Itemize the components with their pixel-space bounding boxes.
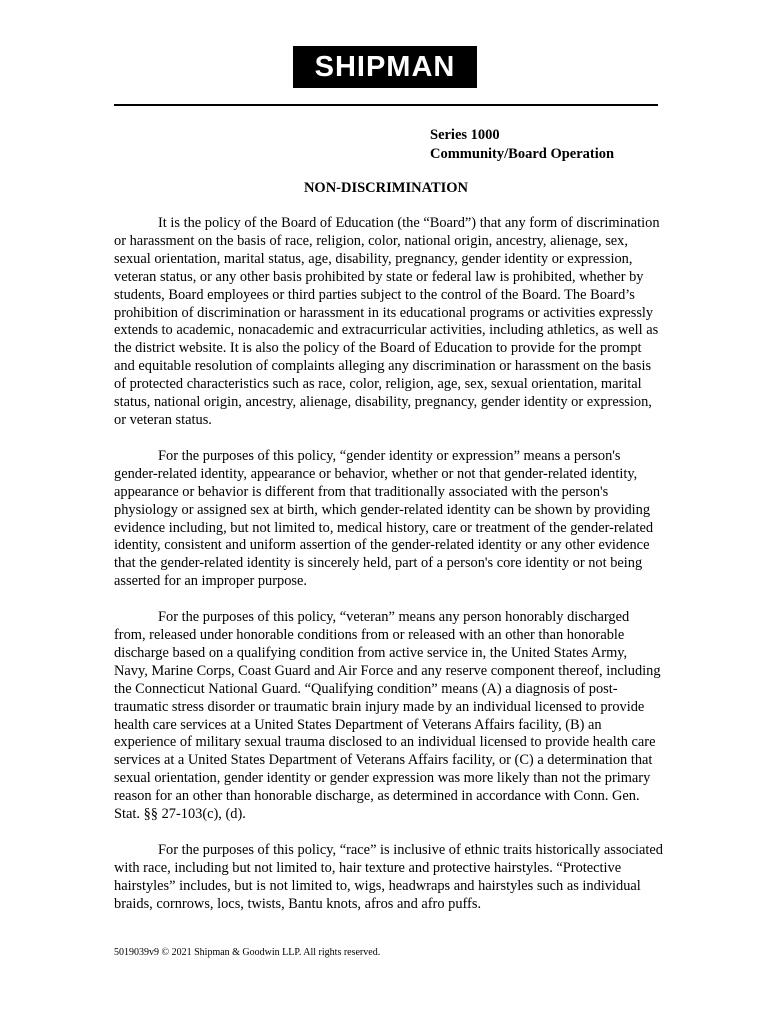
series-number: Series 1000 xyxy=(430,127,500,143)
shipman-logo xyxy=(293,46,477,88)
document-body xyxy=(114,215,664,932)
paragraph-gender-identity: For the purposes of this policy, “gender identity or expression” means a person's gender-related identity, appearance or behavior, whether or not that gender-related identity, appearance or behavior is different from that traditionally associated with the person's physiology or assigned sex at birth, which gender-related identity can be shown by providing evidence including, but not limited to, medical history, care or treatment of the gender-related identity, consistent and uniform assertion of the gender-related identity or any other evidence that the gender-related identity is sincerely held, part of a person's core identity or not being asserted for an improper purpose. xyxy=(114,447,654,590)
logo-text: SHIPMAN xyxy=(314,50,456,83)
header-divider xyxy=(114,104,658,106)
page-footer: 5019039v9 © 2021 Shipman & Goodwin LLP. All rights reserved. xyxy=(114,947,381,958)
paragraph-policy: It is the policy of the Board of Education (the “Board”) that any form of discrimination or harassment on the basis of race, religion, color, national origin, ancestry, alienage, sex, sexual orientation, marital status, age, disability, pregnancy, gender identity or expression, veteran status, or any other basis prohibited by state or federal law is prohibited, whether by students, Board employees or third parties subject to the control of the Board. The Board’s prohibition of discrimination or harassment in its educational programs or activities expressly extends to academic, nonacademic and extracurricular activities, including athletics, as well as the district website. It is also the policy of the Board of Education to provide for the prompt and equitable resolution of complaints alleging any discrimination or harassment on the basis of protected characteristics such as race, color, religion, age, sex, sexual orientation, marital status, national origin, ancestry, alienage, disability, pregnancy, gender identity or expression, or veteran status. xyxy=(114,215,660,428)
series-section: Community/Board Operation xyxy=(430,146,615,162)
series-heading xyxy=(430,126,614,164)
paragraph-veteran: For the purposes of this policy, “veteran” means any person honorably discharged from, released under honorable conditions from or released with an other than honorable discharge based on a qualifying condition from active service in, the United States Army, Navy, Marine Corps, Coast Guard and Air Force and any reserve component thereof, including the Connecticut National Guard. “Qualifying condition” means (A) a diagnosis of post-traumatic stress disorder or traumatic brain injury made by an individual licensed to provide health care services at a United States Department of Veterans Affairs facility, (B) an experience of military sexual trauma disclosed to an individual licensed to provide health care services at a United States Department of Veterans Affairs facility, or (C) a determination that sexual orientation, gender identity or gender expression was more likely than not the primary reason for an other than honorable discharge, as determined in accordance with Conn. Gen. Stat. §§ 27-103(c), (d). xyxy=(114,609,661,823)
document-title: NON-DISCRIMINATION xyxy=(303,180,469,196)
paragraph-race: For the purposes of this policy, “race” is inclusive of ethnic traits historically associated with race, including but not limited to, hair texture and protective hairstyles. “Protective hairstyles” includes, but is not limited to, wigs, headwraps and hairstyles such as individual braids, cornrows, locs, twists, Bantu knots, afros and afro puffs. xyxy=(114,842,663,912)
